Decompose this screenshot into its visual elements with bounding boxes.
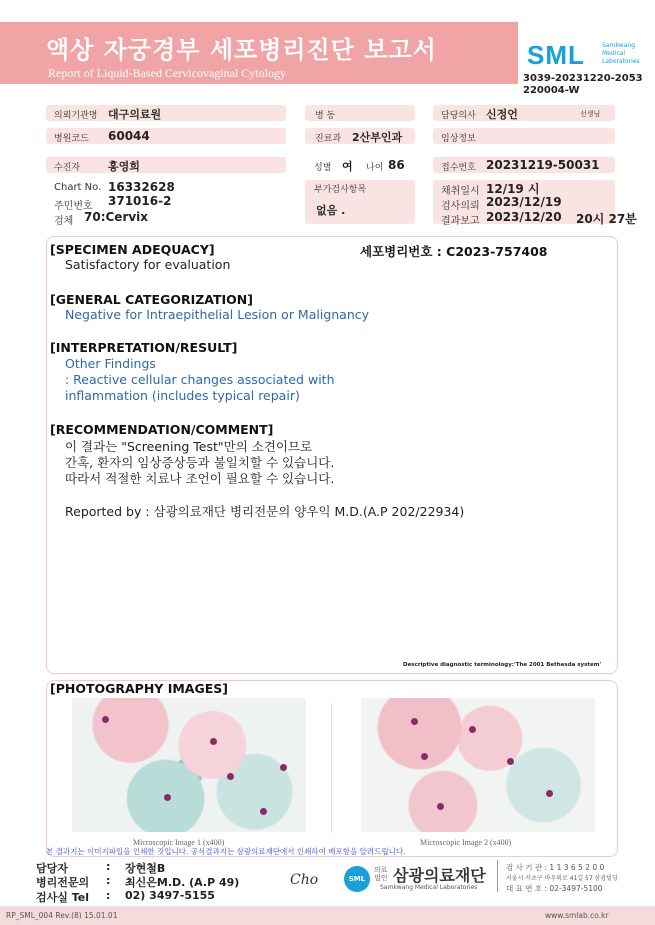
ward-label: 병 동	[315, 111, 336, 121]
organization-number: 검 사 기 관 : 1 1 3 6 5 2 0 0	[506, 863, 605, 872]
age-value: 86	[388, 158, 405, 172]
examinee-label: 수진자	[54, 163, 81, 173]
collect-label: 채취일시	[441, 186, 480, 197]
foundation-name: 삼광의료재단	[393, 866, 486, 885]
report-subtitle: Report of Liquid-Based Cervicovaginal Cytology	[48, 66, 286, 80]
foundation-name-en: Samkwang Medical Laboratories	[380, 884, 478, 891]
general-title: [GENERAL CATEGORIZATION]	[50, 292, 253, 307]
general-text: Negative for Intraepithelial Lesion or Malignancy	[65, 307, 370, 322]
additional-value: 없음 .	[316, 204, 346, 217]
specimen-value: 70:Cervix	[84, 210, 149, 224]
chart-value: 16332628	[108, 180, 175, 194]
sex-value: 여	[342, 160, 353, 173]
request-value: 2023/12/19	[486, 195, 562, 209]
chart-label: Chart No.	[54, 182, 102, 193]
tel-value: 02) 3497-5155	[125, 889, 215, 902]
resident-label: 주민번호	[54, 201, 93, 212]
website-link[interactable]: www.smlab.co.kr	[545, 911, 609, 920]
request-number	[523, 73, 643, 97]
recommendation-line-1: 이 결과는 "Screening Test"만의 소견이므로	[65, 439, 313, 454]
dept-label: 진료과	[315, 134, 342, 144]
sex-label: 성별	[314, 163, 332, 173]
interpretation-line-2: : Reactive cellular changes associated with	[65, 372, 335, 387]
representative-tel: 대 표 번 호 : 02-3497-5100	[506, 884, 603, 893]
microscopic-image-2	[361, 698, 595, 832]
image-2-caption: Microscopic Image 2 (x400)	[420, 838, 512, 847]
image-1-caption: Microscopic Image 1 (x400)	[133, 838, 225, 847]
tel-label: 검사실 Tel	[36, 891, 89, 904]
footer-divider	[497, 860, 498, 892]
report-date-value: 2023/12/20	[486, 210, 562, 224]
doctor-label: 담당의사	[441, 111, 476, 121]
report-label: 결과보고	[441, 216, 480, 227]
recommendation-title: [RECOMMENDATION/COMMENT]	[50, 422, 274, 437]
request-number-line-1: 3039-20231220-2053	[523, 73, 643, 84]
receipt-label: 접수번호	[441, 163, 476, 173]
pathologist-value: 최신은M.D. (A.P 49)	[125, 876, 240, 889]
recommendation-line-3: 따라서 적절한 치료나 조언이 필요할 수 있습니다.	[65, 471, 335, 486]
recommendation-line-2: 간혹, 환자의 임상증상등과 불일치할 수 있습니다.	[65, 455, 335, 470]
report-title: 액상 자궁경부 세포병리진단 보고서	[46, 36, 437, 64]
staff-label: 담당자	[36, 862, 68, 875]
foundation-prefix: 의료법인	[374, 866, 388, 882]
doctor-suffix: 선생님	[580, 110, 601, 118]
dept-value: 2산부인과	[352, 131, 403, 144]
photography-title: [PHOTOGRAPHY IMAGES]	[50, 681, 228, 696]
adequacy-title: [SPECIMEN ADEQUACY]	[50, 242, 215, 257]
printed-copy-notice: 본 결과지는 이미지파일을 인쇄한 것입니다. 공식결과지는 삼광의료재단에서 인쇄하여 배포함을 알려드립니다.	[46, 847, 406, 856]
organization-address: 서울시 서초구 바우뫼로 41길 57 삼광빌딩	[506, 875, 618, 882]
request-number-line-2: 220004-W	[523, 85, 580, 96]
terminology-note: Descriptive diagnostic terminology:'The 2001 Bethesda system'	[403, 662, 602, 668]
microscopic-image-1	[72, 698, 306, 832]
pathologist-label: 병리전문의	[36, 876, 90, 889]
image-divider	[331, 703, 332, 833]
hospital-code-value: 60044	[108, 129, 150, 143]
interpretation-title: [INTERPRETATION/RESULT]	[50, 340, 238, 355]
sml-logo: SML	[527, 40, 585, 70]
additional-label: 부가검사항목	[314, 185, 367, 195]
collect-value: 12/19 시	[486, 182, 540, 196]
doctor-value: 신정언	[486, 108, 518, 121]
examinee-row	[46, 157, 286, 173]
hospital-code-label: 병원코드	[54, 134, 89, 144]
cytology-number: 세포병리번호 : C2023-757408	[360, 244, 548, 259]
receipt-value: 20231219-50031	[486, 158, 600, 172]
sml-logo-subtext: Samkwang Medical Laboratories	[602, 42, 640, 65]
age-label: 나이	[366, 163, 384, 173]
adequacy-text: Satisfactory for evaluation	[65, 257, 231, 272]
form-code: RP_SML_004 Rev.(8) 15.01.01	[6, 911, 118, 920]
staff-value: 장현철B	[125, 862, 166, 875]
clinical-label: 임상정보	[441, 134, 476, 144]
foundation-logo-icon: SML	[344, 866, 370, 892]
specimen-label: 검체	[54, 216, 74, 227]
request-label: 검사의뢰	[441, 201, 480, 212]
examinee-value: 홍영희	[108, 160, 140, 173]
institution-label: 의뢰기관명	[54, 111, 98, 121]
interpretation-line-3: inflammation (includes typical repair)	[65, 388, 300, 403]
signature: Cho	[290, 872, 319, 888]
institution-value: 대구의료원	[108, 108, 162, 121]
report-time-value: 20시 27분	[576, 212, 637, 226]
interpretation-line-1: Other Findings	[65, 356, 156, 371]
reported-by: Reported by : 삼광의료재단 병리전문의 양우익 M.D.(A.P 202/22934)	[65, 504, 465, 519]
resident-value: 371016-2	[108, 194, 172, 208]
